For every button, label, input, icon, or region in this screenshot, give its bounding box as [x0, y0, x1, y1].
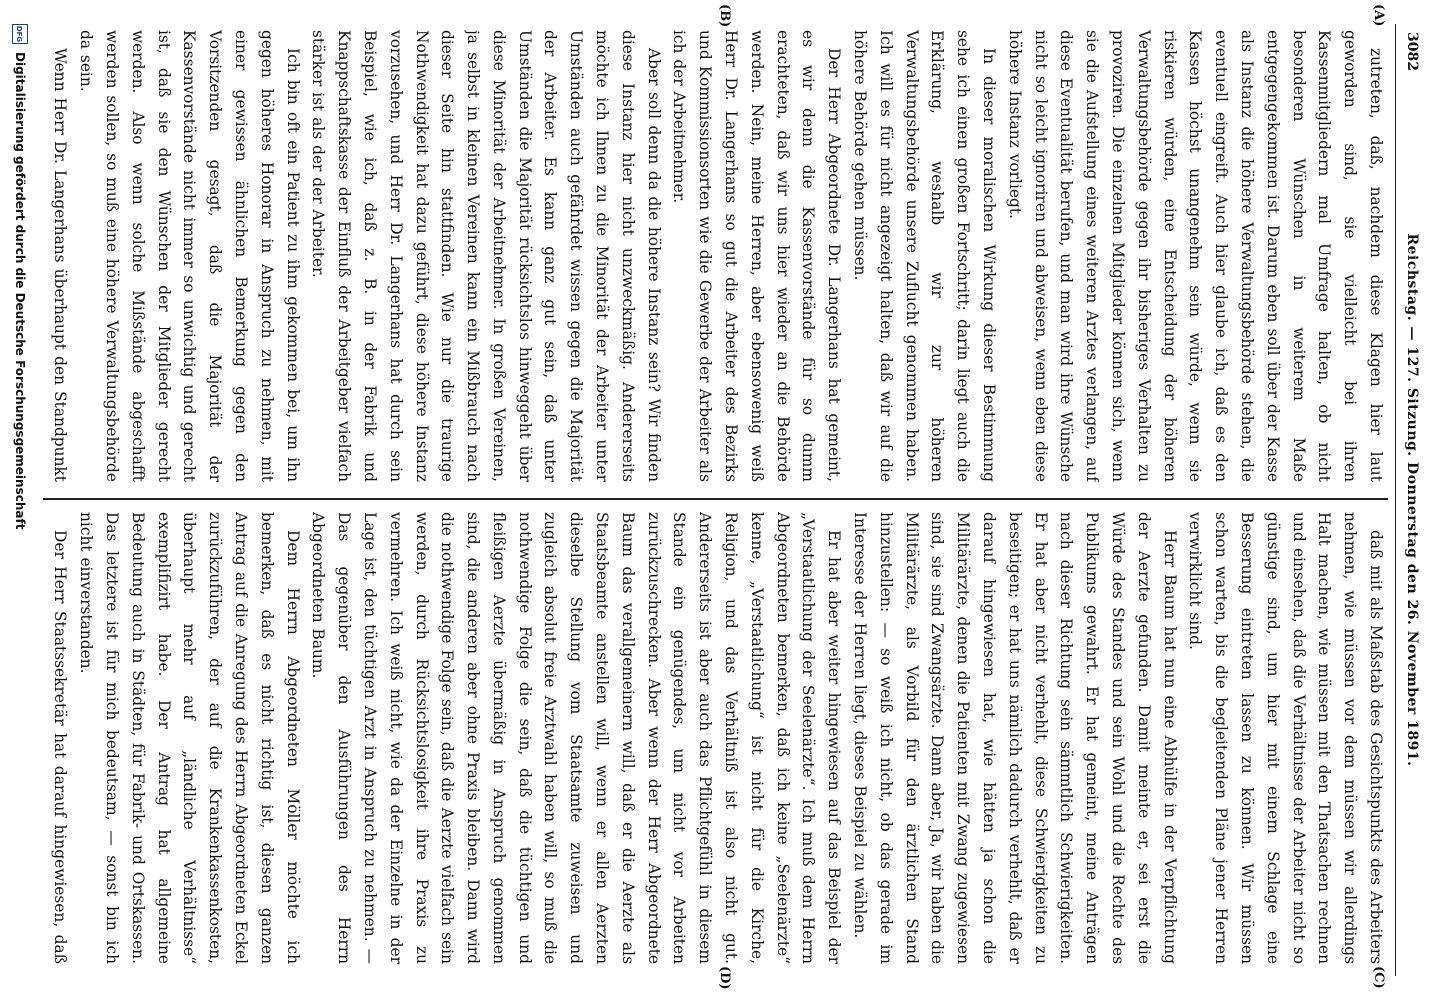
left-paragraph: zutreten, daß, nachdem diese Klagen hier laut geworden sind, sie vielleicht bei ihren Kassenmitgliedern mal Umfrage halten, ob nicht besonderen Wünschen in weiterem Maße entgegengekommen ist. Darum eben soll über der Kasse als Instanz die höhere Verwaltungsbehörde stehen, die eventuell eingreift. Auch hier glaube ich, daß es den Kassen höchst unangenehm sein würde, wenn sie riskieren würden, eine Entscheidung der höheren Verwaltungsbehörde gegen ihr bisheriges Verhalten zu provoziren. Die einzelnen Mitglieder können sich, wenn sie die Aufstellung eines weiteren Arztes verlangen, auf diese Eventualität berufen, und man wird ihre Wünsche nicht so leicht ignoriren und abweisen, wenn eben diese höhere Instanz vorliegt. [1005, 30, 1385, 482]
margin-mark-d: (D) [717, 966, 732, 990]
left-paragraph: Der Herr Abgeordnete Dr. Langerhans hat gemeint, es wir denn die Kassenvorstände für so dumm erachteten, daß wir uns hier wieder an die Behörde werden. Nein, meine Herren, aber ebensowenig weiß Herr Dr. Langerhans so gut die Arbeiter des Bezirks und Kommissionsorten wie die Gewerbe der Arbeiter als ich der Arbeitnehmer. [670, 30, 844, 482]
column-divider [43, 498, 1388, 500]
running-head: Reichstag. — 127. Sitzung. Donnerstag den 26. November 1891. [1404, 233, 1420, 767]
right-paragraph: daß mit als Maßstab des Gesichtspunkts des Arbeiters nehmen, wie müssen vor dem müssen wir allerdings Halt machen, wie müssen mit den Thatsachen rechnen und einsehen, daß die Verhältnisse der Arbeiter nicht so günstige sind, um hier mit einem Schlage eine Besserung eintreten lassen zu können. Wir müssen schon warten, bis die begleitenden Pläne jener Herren verwirklicht sind. [1186, 512, 1385, 964]
credit-text: Digitalisierung gefördert durch die Deutsche Forschungsgemeinschaft [13, 52, 27, 530]
digitization-credit [6, 24, 32, 976]
right-text-column [43, 512, 1388, 964]
dfg-logo: DFG [12, 24, 28, 44]
left-paragraph: Ich bin oft ein Patient zu ihm gekommen bei, um ihn gegen höheres Honorar in Anspruch zu nehmen, mit einer gewissen ähnlichen Bemerkung gegen den Vorsitzenden gesagt, daß die Majorität der Kassenvorstände nicht immer so unwichtig und gerecht ist, daß sie den Wünschen der Mitglieder gerecht werden. Also wenn solche Mißstände abgeschafft werden sollen, so muß eine höhere Verwaltungsbehörde da sein. [77, 30, 302, 482]
right-paragraph: Dem Herrn Abgeordneten Möller möchte ich bemerken, daß es nicht richtig ist, diesen ganzen Antrag auf die Anregung des Herrn Abgeordneten Eckel zurückzuführen, der auf die Krankenkassenkosten, überhaupt mehr auf „ländliche Verhältnisse“ exemplifizirt habe. Der Antrag hat allgemeine Bedeutung auch in Städten, für Fabrik- und Ortskassen. Das letztere ist für mich bedeutsam, — sonst bin ich nicht einverstanden. [77, 512, 302, 964]
margin-mark-b: (B) [717, 4, 732, 28]
margin-mark-a: (A) [1371, 4, 1386, 27]
right-paragraph: Herr Baum hat nun eine Abhülfe in der Verpflichtung der Aerzte gefunden. Damit meinte er, sei erst die Würde des Standes und sein Wohl und die Rechte des Publikums gewahrt. Er hat gemeint, meine Anträgen nach dieser Richtung sein sämmtlich Schwierigkeiten. Er hat aber nicht verhehlt, diese Schwierigkeiten zu beseitigen; er hat uns nämlich dadurch verhehlt, daß er darauf hingewiesen hat, wie hätten ja schon die Militärärzte, denen die Patienten mit Zwang zugewiesen sind, sie sind Zwangsärzte. Dann aber, Ja, wir haben die Militärärzte, als Vorbild für den ärztlichen Stand hinzustellen: — so weiß ich nicht, ob das gerade im Interesse der Herren liegt, dieses Beispiel zu wählen. [851, 512, 1179, 964]
right-paragraph: Er hat aber weiter hingewiesen auf das Beispiel der „Verstaatlichung der Seelenärzte“. Ich muß dem Herrn Abgeordneten bemerken, daß ich keine „Seelenärzte“ kenne, „Verstaatlichung“ ist nicht für die Kirche, Religion, und das Verhältniß ist also nicht gut. Andererseits ist aber auch das Pflichtgefühl in diesem Stande ein genügendes, um nicht vor Arbeiten zurückzuschrecken. Aber wenn der Herr Abgeordnete Baum das verallgemeinern will, daß er die Aerzte als Staatsbeamte anstellen will, wenn er allen Aerzten dieselbe Stellung vom Staatsamte zuweisen und zugleich absolut freie Arztwahl haben will, so muß die nothwendige Folge die sein, daß die tüchtigen und fleißigen Aerzte übermäßig in Anspruch genommen sind, die anderen aber ohne Praxis bleiben. Dann wird die nothwendige Folge sein, daß die Aerzte vielfach sein werden, durch Rücksichtslosigkeit ihre Praxis zu vermehren. Ich weiß nicht, wie da der Einzelne in der Lage ist, den tüchtigen Arzt in Anspruch zu nehmen. — Das gegenüber den Ausführungen des Herrn Abgeordneten Baum. [309, 512, 844, 964]
page-header [1396, 24, 1426, 976]
right-paragraph: Der Herr Staatssekretär hat darauf hingewiesen, daß [51, 530, 70, 964]
left-paragraph: In dieser moralischen Wirkung dieser Bestimmung sehe ich einen großen Fortschritt; darin liegt auch die Erklärung, weshalb wir zur höheren Verwaltungsbehörde unsere Zuflucht genommen haben. Ich will es für nicht angezeigt halten, daß wir auf die höhere Behörde gehen müssen. [851, 30, 999, 482]
left-text-column [43, 30, 1388, 482]
left-paragraph: Aber soll denn da die höhere Instanz sein? Wir finden diese Instanz hier nicht unzweckmäßig. Andererseits möchte ich Ihnen zu die Minorität der Arbeiter unter Umständen auch gefährdet wissen gegen die Majorität der Arbeiter. Es kann ganz gut sein, daß unter Umständen die Majorität rücksichtslos hinweggeht über diese Minorität der Arbeitnehmer. In großen Vereinen, ja selbst in kleinen Vereinen kann ein Mißbrauch nach dieser Seite hin stattfinden. Wie nur die traurige Nothwendigkeit hat dazu geführt, diese höhere Instanz vorzusehen, und Herr Dr. Langerhans hat durch sein Beispiel, wie ich, daß z. B. in der Fabrik und Knappschaftskasse der Einfluß der Arbeitgeber vielfach stärker ist als der der Arbeiter. [309, 30, 663, 482]
margin-mark-c: (C) [1371, 966, 1386, 989]
left-paragraph: Wenn Herr Dr. Langerhans überhaupt den Standpunkt [51, 48, 70, 482]
page-number: 3082 [1404, 32, 1420, 71]
header-rule [1395, 24, 1396, 976]
